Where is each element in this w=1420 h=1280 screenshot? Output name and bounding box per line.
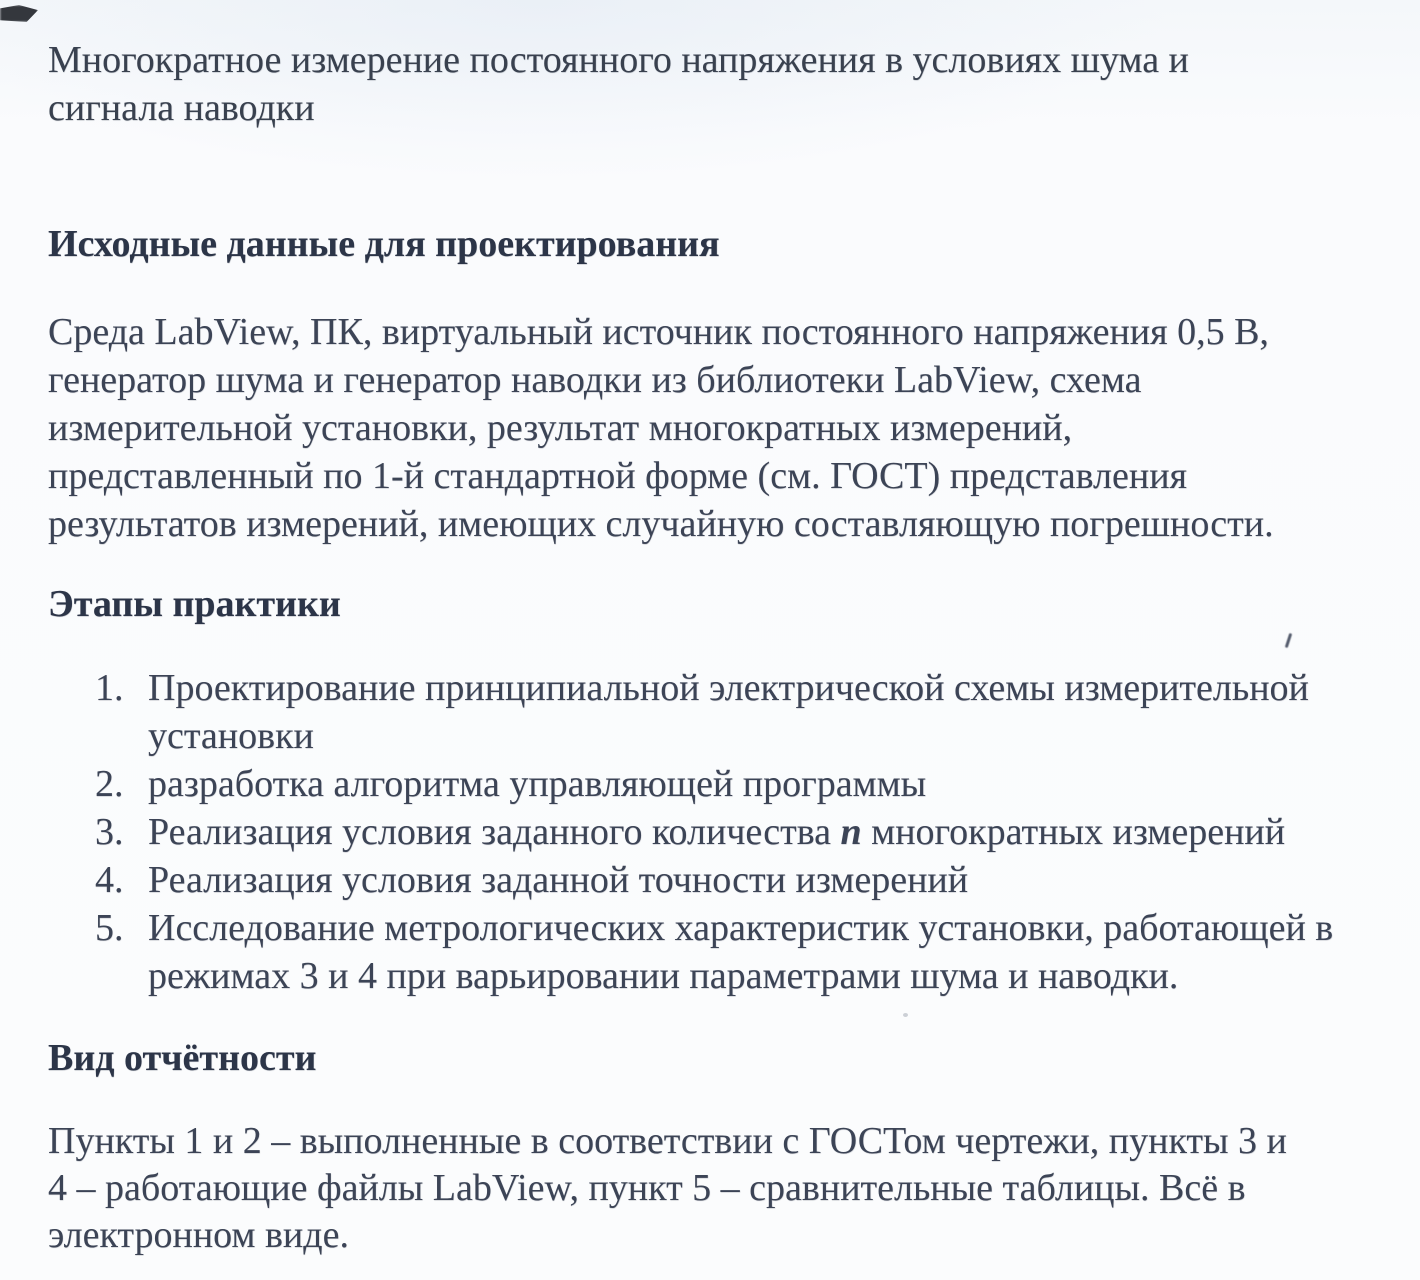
document-title-line-2: сигнала наводки <box>48 87 315 129</box>
list-item-number: 5. <box>95 907 124 949</box>
list-item-text: Реализация условия заданной точности измерений <box>148 859 969 901</box>
scan-stray-mark <box>1285 633 1292 648</box>
scan-faint-dot <box>903 1013 908 1017</box>
list-item-text-before: Реализация условия заданного количества <box>148 811 841 853</box>
list-item <box>48 904 1373 1000</box>
list-item <box>48 856 1373 904</box>
variable-n-emphasis: n <box>840 811 862 853</box>
scan-corner-artifact <box>0 5 38 22</box>
list-item-text-after: многократных измерений <box>861 811 1286 853</box>
section-heading-reporting: Вид отчётности <box>48 1037 317 1079</box>
paragraph-line: представленный по 1-й стандартной форме (см. ГОСТ) представления <box>48 455 1188 497</box>
list-item <box>48 808 1373 856</box>
reporting-paragraph <box>48 1118 1287 1259</box>
document-title-line-1: Многократное измерение постоянного напряжения в условиях шума и <box>48 39 1189 81</box>
list-item-text: разработка алгоритма управляющей программы <box>148 763 927 805</box>
list-item-number: 2. <box>95 763 124 805</box>
list-item-text: Проектирование принципиальной электрической схемы измерительной установки <box>148 667 1309 757</box>
paragraph-line: генератор шума и генератор наводки из библиотеки LabView, схема <box>48 359 1142 401</box>
list-item-number: 4. <box>95 859 124 901</box>
paragraph-line: электронном виде. <box>48 1214 349 1256</box>
section-heading-initial-data: Исходные данные для проектирования <box>48 223 720 265</box>
paragraph-line: результатов измерений, имеющих случайную составляющую погрешности. <box>48 503 1274 545</box>
list-item <box>48 664 1373 760</box>
list-item-text <box>148 808 1285 856</box>
paragraph-line: Пункты 1 и 2 – выполненные в соответствии с ГОСТом чертежи, пункты 3 и <box>48 1120 1287 1162</box>
list-item-number: 1. <box>95 667 124 709</box>
list-item-number: 3. <box>95 811 124 853</box>
list-item-text: Исследование метрологических характеристик установки, работающей в режимах 3 и 4 при варьировании параметрами шума и наводки. <box>148 907 1334 997</box>
section-heading-stages: Этапы практики <box>48 583 341 625</box>
paragraph-line: 4 – работающие файлы LabView, пункт 5 – сравнительные таблицы. Всё в <box>48 1167 1246 1209</box>
list-item <box>48 760 1373 808</box>
paragraph-line: Среда LabView, ПК, виртуальный источник постоянного напряжения 0,5 В, <box>48 311 1269 353</box>
initial-data-paragraph <box>48 308 1274 548</box>
paragraph-line: измерительной установки, результат многократных измерений, <box>48 407 1073 449</box>
document-title <box>48 36 1189 132</box>
stages-numbered-list <box>48 664 1373 1000</box>
